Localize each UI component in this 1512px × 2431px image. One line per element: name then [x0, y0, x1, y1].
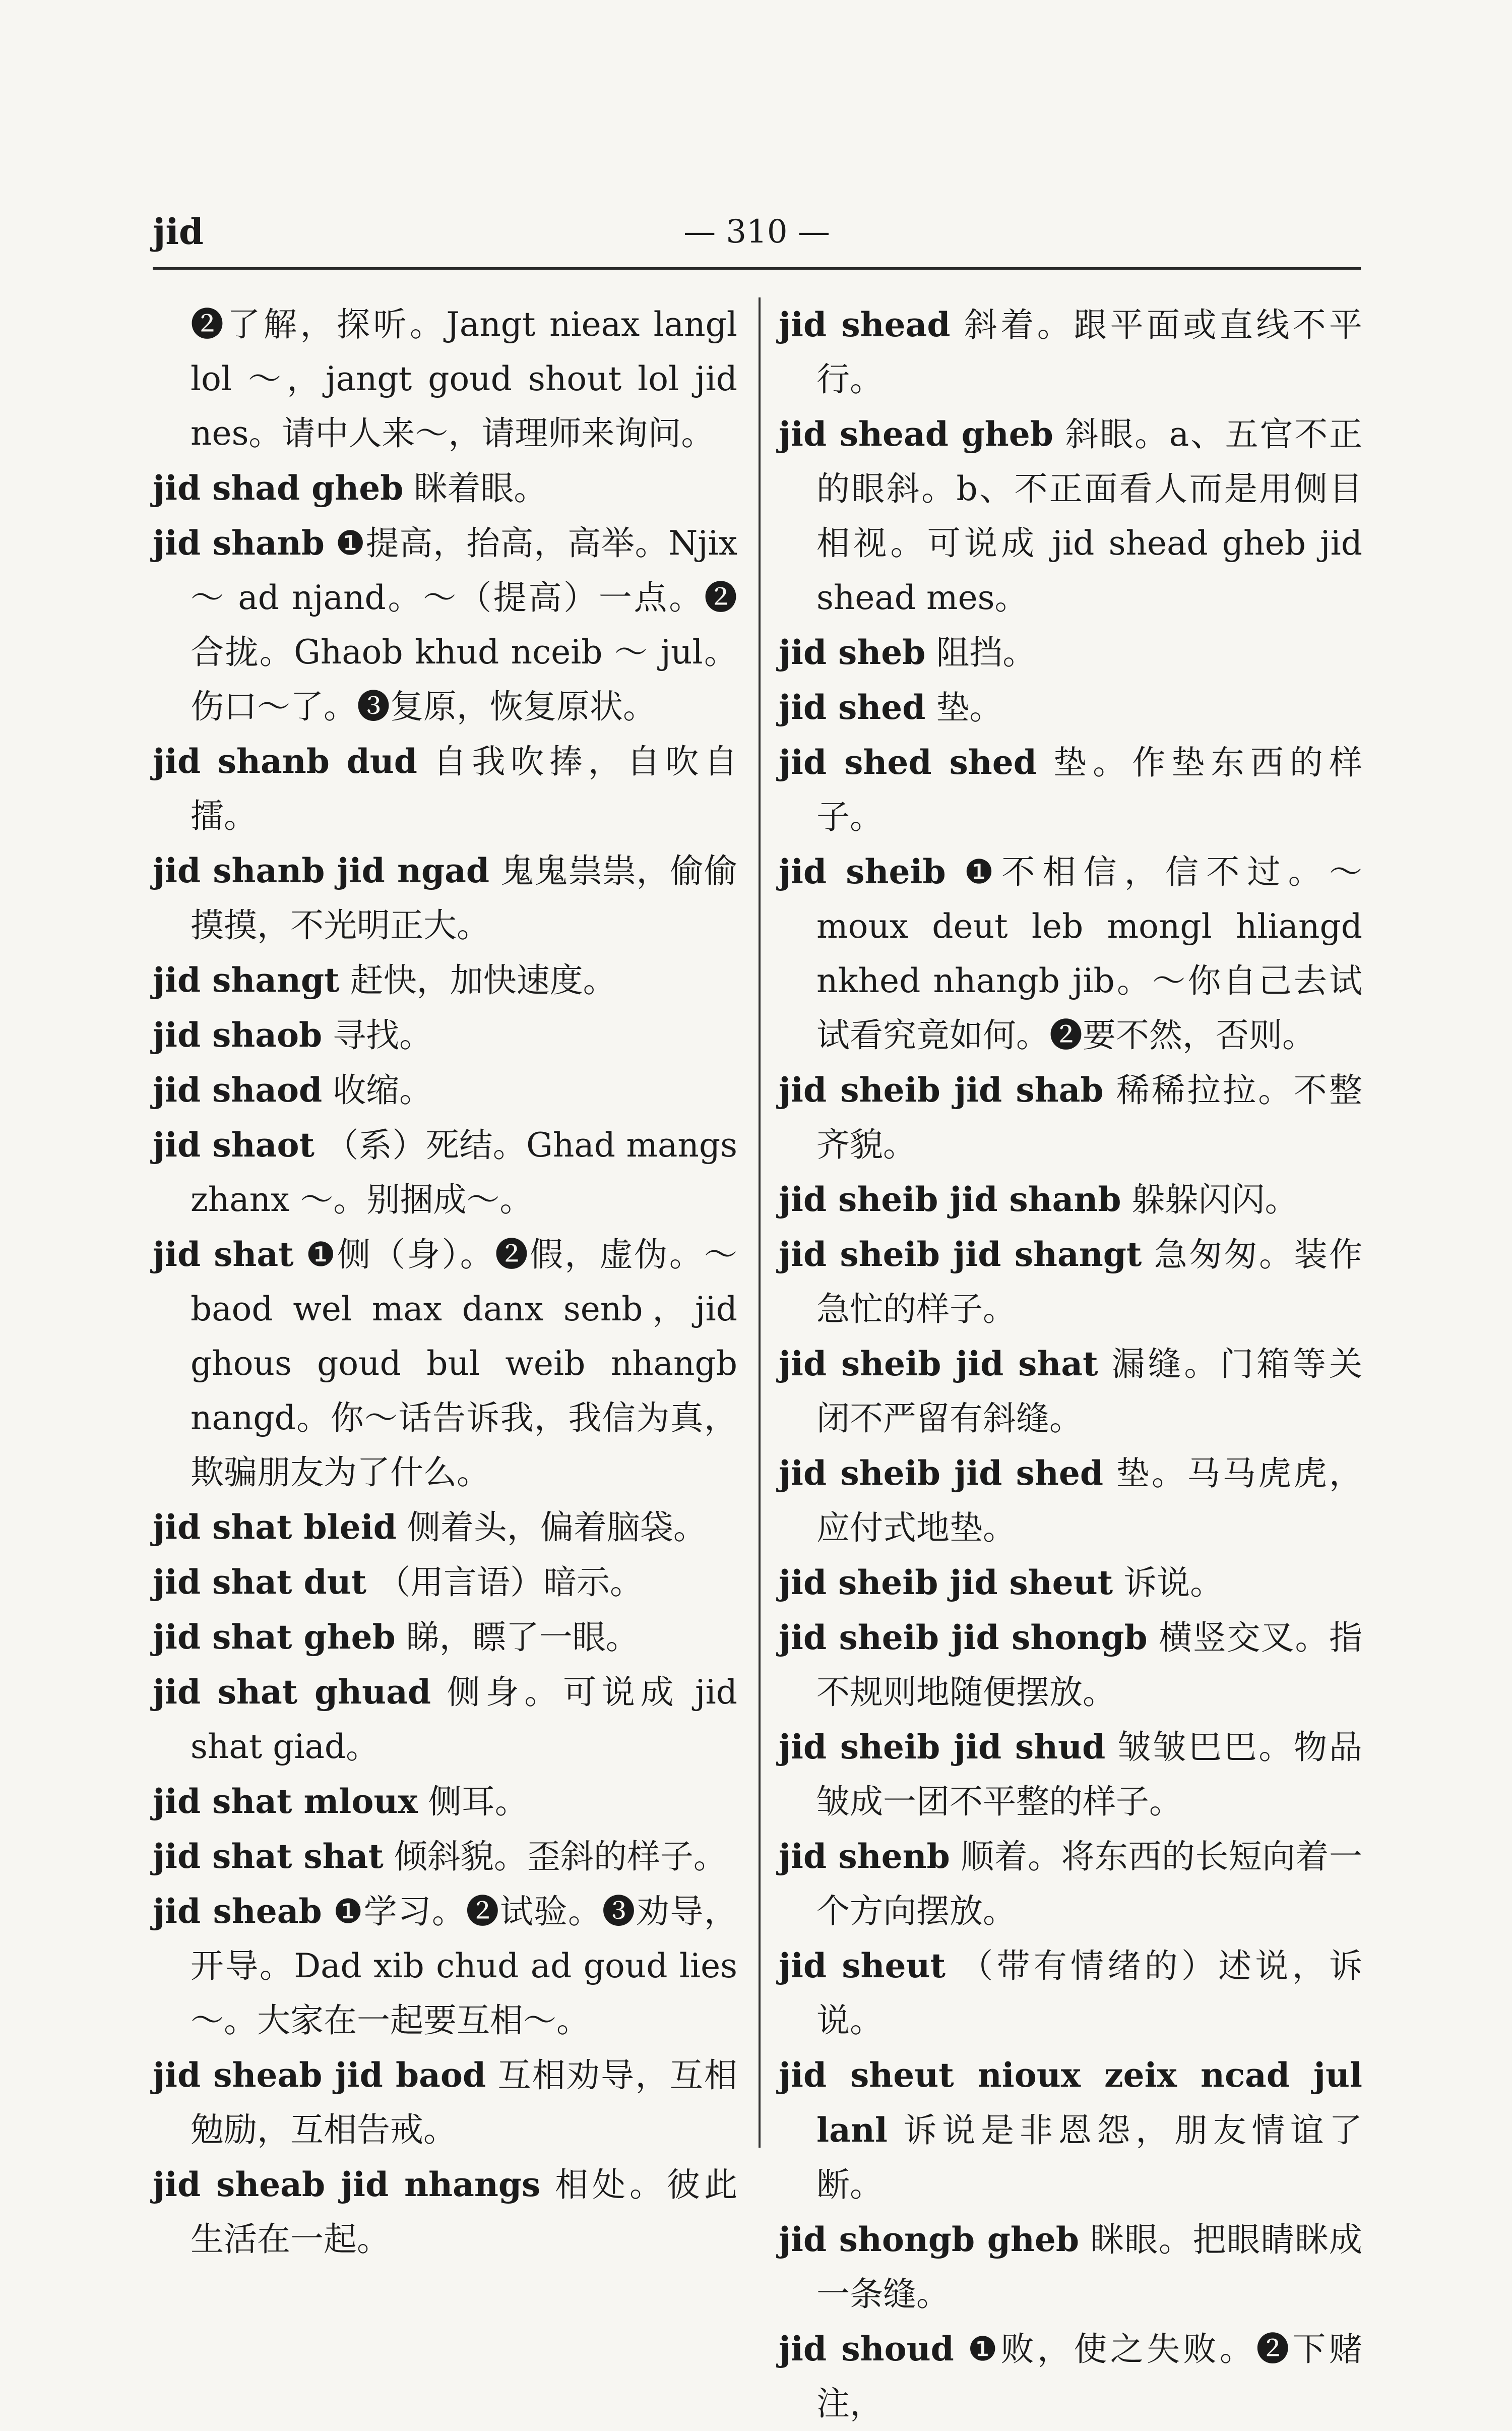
- column-divider: [759, 297, 761, 2148]
- entry-definition: 稀稀拉拉。不整齐貌。: [816, 1071, 1363, 1164]
- entry-headword: jid shat: [153, 1235, 294, 1274]
- entry-definition: 倾斜貌。歪斜的样子。: [394, 1837, 727, 1876]
- entry-definition: （带有情绪的）述说，诉说。: [816, 1947, 1363, 2040]
- entry-definition: （系）死结。Ghad mangs zhanx ～。别捆成～。: [191, 1126, 738, 1219]
- entry-definition: 自我吹捧，自吹自擂。: [191, 742, 737, 835]
- dictionary-entry: [153, 1774, 737, 1829]
- dictionary-entry: [779, 1227, 1362, 1336]
- dictionary-entry: [153, 953, 737, 1008]
- entry-definition: 互相劝导，互相勉励，互相告戒。: [191, 2056, 738, 2149]
- entry-definition: ❶侧（身）。❷假，虚伪。～baod wel max danx senb，jid ghous goud bul weib nhangb nangd。你～话告诉我，我信为真，欺骗朋友为了什么。: [191, 1235, 737, 1492]
- left-column: [153, 297, 738, 2259]
- entry-headword: jid shed shed: [779, 743, 1037, 782]
- dictionary-entry: [779, 1610, 1362, 1720]
- dictionary-entry: [153, 1555, 737, 1610]
- entry-headword: jid shenb: [779, 1837, 950, 1876]
- entry-headword: jid sheab jid baod: [153, 2055, 486, 2095]
- dictionary-entry: [153, 1884, 737, 2048]
- dictionary-entry: [779, 1446, 1362, 1555]
- entry-definition: ❶提高，抬高，高举。Njix ～ ad njand。～（提高）一点。❷合拢。Ghaob khud nceib ～ jul。伤口～了。❸复原，恢复原状。: [191, 524, 737, 726]
- dictionary-entry: [153, 1610, 737, 1665]
- entry-definition: 横竖交叉。指不规则地随便摆放。: [816, 1618, 1363, 1712]
- entry-definition: 躲躲闪闪。: [1131, 1180, 1298, 1219]
- entry-definition: ❶学习。❷试验。❸劝导，开导。Dad xib chud ad goud lies ～。大家在一起要互相～。: [191, 1892, 738, 2040]
- entry-definition: 赶快，加快速度。: [350, 961, 616, 1000]
- entry-headword: jid shanb dud: [153, 742, 417, 781]
- dictionary-entry: [153, 461, 737, 516]
- dictionary-entry: [779, 2048, 1362, 2212]
- right-column: [779, 297, 1363, 2423]
- entry-headword: jid shaod: [153, 1070, 323, 1110]
- entry-definition: 侧耳。: [428, 1782, 528, 1821]
- entry-definition: 睇，瞟了一眼。: [406, 1618, 639, 1657]
- entry-definition: 寻找。: [333, 1016, 433, 1055]
- dictionary-entry: [153, 2048, 737, 2157]
- dictionary-entry: [153, 734, 737, 843]
- dictionary-entry: [779, 2322, 1362, 2431]
- entry-definition: 诉说。: [1123, 1563, 1224, 1602]
- entry-definition: ❶败，使之失败。❷下赌注，: [816, 2330, 1362, 2423]
- dictionary-entry: [779, 1336, 1362, 1446]
- entry-headword: jid sheib jid shongb: [779, 1618, 1148, 1657]
- dictionary-entry: [779, 625, 1362, 680]
- entry-definition: 漏缝。门箱等关闭不严留有斜缝。: [816, 1345, 1363, 1438]
- entry-headword: jid shad gheb: [153, 468, 404, 508]
- entry-headword: jid sheib jid shanb: [779, 1180, 1121, 1219]
- entry-definition: 眯着眼。: [414, 469, 547, 508]
- entry-headword: jid sheib jid sheut: [779, 1563, 1113, 1602]
- dictionary-entry: [153, 297, 737, 461]
- entry-headword: jid sheut nioux zeix ncad jul lanl: [779, 2055, 1362, 2150]
- entry-definition: （用言语）暗示。: [377, 1563, 644, 1602]
- entry-headword: jid sheib jid shud: [779, 1727, 1106, 1767]
- entry-headword: jid sheib jid shed: [779, 1453, 1104, 1493]
- entry-headword: jid sheib jid shat: [779, 1344, 1098, 1383]
- entry-headword: jid shanb: [153, 523, 325, 563]
- dictionary-entry: [779, 844, 1362, 1063]
- entry-definition: 垫。: [936, 688, 1003, 727]
- dictionary-entry: [153, 1227, 737, 1500]
- dictionary-entry: [779, 2212, 1362, 2322]
- entry-definition: 诉说是非恩怨，朋友情谊了断。: [816, 2111, 1363, 2204]
- entry-definition: ❷了解，探听。Jangt nieax langl lol ～，jangt goud shout lol jid nes。请中人来～，请理师来询问。: [191, 305, 737, 453]
- dictionary-entry: [779, 297, 1362, 407]
- dictionary-entry: [779, 1938, 1362, 2048]
- entry-headword: jid shat gheb: [153, 1617, 396, 1657]
- entry-headword: jid shanb jid ngad: [153, 851, 490, 890]
- dictionary-entry: [779, 1063, 1362, 1172]
- entry-definition: 相处。彼此生活在一起。: [191, 2165, 738, 2259]
- dictionary-entry: [779, 1555, 1362, 1610]
- entry-headword: jid shaob: [153, 1015, 323, 1055]
- running-headword: jid: [153, 211, 204, 253]
- entry-headword: jid shead: [779, 305, 951, 344]
- dictionary-entry: [153, 516, 737, 734]
- dictionary-entry: [779, 1829, 1362, 1938]
- entry-definition: 收缩。: [333, 1071, 433, 1110]
- entry-definition: 急匆匆。装作急忙的样子。: [816, 1235, 1363, 1328]
- dictionary-entry: [153, 1500, 737, 1555]
- entry-headword: jid shat bleid: [153, 1507, 397, 1547]
- entry-headword: jid shat shat: [153, 1837, 384, 1876]
- entry-definition: 垫。马马虎虎，应付式地垫。: [816, 1454, 1362, 1547]
- entry-headword: jid sheut: [779, 1946, 946, 1985]
- entry-headword: jid shat dut: [153, 1562, 367, 1602]
- dictionary-entry: [153, 1665, 737, 1774]
- entry-headword: jid shat ghuad: [153, 1672, 431, 1712]
- dictionary-entry: [779, 407, 1362, 625]
- dictionary-entry: [153, 1063, 737, 1118]
- dictionary-entry: [779, 680, 1362, 735]
- entry-headword: jid sheib jid shab: [779, 1070, 1104, 1110]
- entry-headword: jid sheib jid shangt: [779, 1235, 1142, 1274]
- entry-definition: 阻挡。: [936, 633, 1036, 672]
- page-header: [153, 199, 1361, 270]
- entry-headword: jid shead gheb: [779, 414, 1053, 454]
- dictionary-entry: [153, 2157, 737, 2267]
- dictionary-entry: [779, 1172, 1362, 1227]
- entry-headword: jid shaot: [153, 1125, 314, 1165]
- entry-definition: 斜眼。a、五官不正的眼斜。b、不正面看人而是用侧目相视。可说成 jid shead gheb jid shead mes。: [816, 415, 1362, 617]
- entry-definition: 皱皱巴巴。物品皱成一团不平整的样子。: [816, 1728, 1363, 1821]
- entry-headword: jid shed: [779, 688, 926, 727]
- entry-definition: 侧着头，偏着脑袋。: [407, 1508, 707, 1547]
- entry-definition: 顺着。将东西的长短向着一个方向摆放。: [816, 1837, 1362, 1930]
- page-number: — 310 —: [683, 213, 830, 251]
- entry-headword: jid shoud: [779, 2329, 954, 2368]
- dictionary-entry: [153, 1829, 737, 1884]
- dictionary-entry: [153, 1118, 737, 1227]
- entry-definition: 垫。作垫东西的样子。: [816, 743, 1363, 836]
- dictionary-entry: [779, 1720, 1362, 1829]
- entry-headword: jid sheab jid nhangs: [153, 2165, 541, 2204]
- entry-definition: ❶不相信，信不过。～ moux deut leb mongl hliangd nkhed nhangb jib。～你自己去试试看究竟如何。❷要不然，否则。: [816, 853, 1362, 1055]
- dictionary-entry: [153, 843, 737, 953]
- entry-definition: 眯眼。把眼睛眯成一条缝。: [816, 2220, 1363, 2314]
- header-rule: [153, 267, 1361, 270]
- entry-headword: jid shangt: [153, 960, 340, 1000]
- entry-headword: jid shat mloux: [153, 1782, 418, 1821]
- entry-definition: 鬼鬼祟祟，偷偷摸摸，不光明正大。: [191, 852, 737, 945]
- dictionary-entry: [779, 735, 1362, 844]
- entry-headword: jid sheib: [779, 852, 946, 891]
- entry-headword: jid sheb: [779, 633, 926, 672]
- entry-headword: jid shongb gheb: [779, 2220, 1080, 2259]
- dictionary-entry: [153, 1008, 737, 1063]
- entry-definition: 侧身。可说成 jid shat giad。: [191, 1673, 738, 1766]
- entry-headword: jid sheab: [153, 1892, 322, 1931]
- entry-definition: 斜着。跟平面或直线不平行。: [816, 306, 1363, 399]
